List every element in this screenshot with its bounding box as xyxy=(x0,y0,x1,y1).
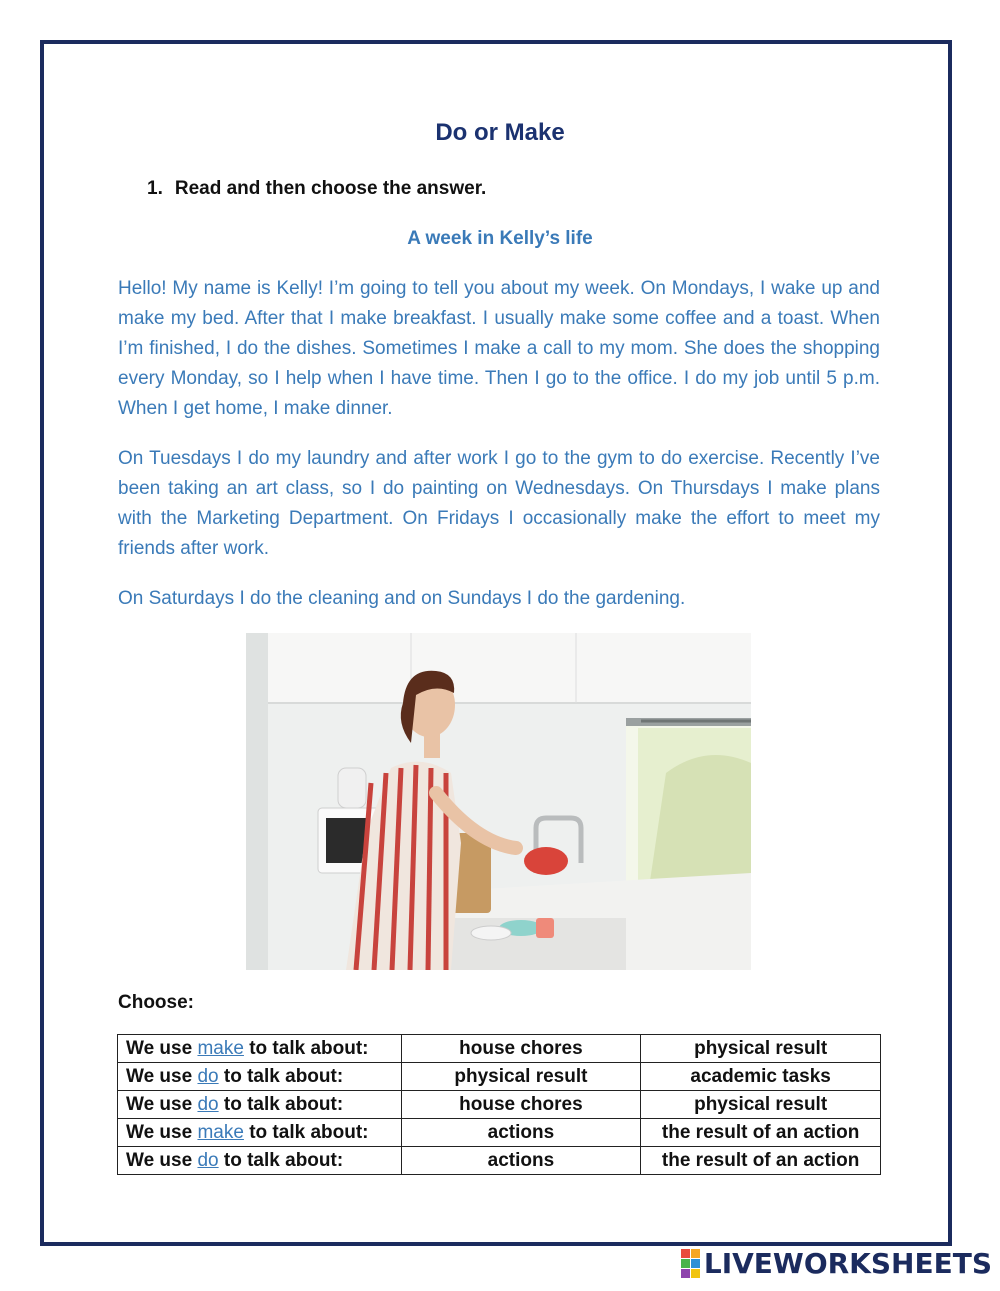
prompt-prefix: We use xyxy=(126,1094,193,1115)
verb-link[interactable]: make xyxy=(197,1122,244,1143)
instruction-text: Read and then choose the answer. xyxy=(174,178,487,199)
prompt-suffix: to talk about: xyxy=(223,1094,344,1115)
answer-table xyxy=(117,1034,881,1175)
verb-link[interactable]: do xyxy=(197,1094,219,1115)
option-a[interactable]: house chores xyxy=(401,1035,641,1063)
story-paragraph: Hello! My name is Kelly! I’m going to tell you about my week. On Mondays, I wake up and make my bed. After that I make breakfast. I usually make some coffee and a toast. When I’m finished, I do the dishes. Sometimes I make a call to my mom. She does the shopping every Monday, so I help when I have time. Then I go to the office. I do my job until 5 p.m. When I get home, I make dinner. xyxy=(118,278,880,419)
option-b[interactable]: the result of an action xyxy=(641,1147,881,1175)
option-b[interactable]: physical result xyxy=(641,1091,881,1119)
instruction-number: 1. xyxy=(147,178,163,199)
option-a[interactable]: house chores xyxy=(401,1091,641,1119)
prompt-suffix: to talk about: xyxy=(223,1150,344,1171)
table-row xyxy=(118,1091,881,1119)
page-title: Do or Make xyxy=(435,119,565,146)
prompt-prefix: We use xyxy=(126,1150,193,1171)
row-prompt xyxy=(118,1063,402,1091)
row-prompt xyxy=(118,1091,402,1119)
story-title: A week in Kelly’s life xyxy=(407,228,593,249)
logo-blocks-icon xyxy=(681,1249,700,1278)
prompt-prefix: We use xyxy=(126,1122,193,1143)
table-row xyxy=(118,1119,881,1147)
table-row xyxy=(118,1063,881,1091)
verb-link[interactable]: make xyxy=(197,1038,244,1059)
liveworksheets-logo xyxy=(681,1246,992,1280)
table-row xyxy=(118,1147,881,1175)
verb-link[interactable]: do xyxy=(197,1150,219,1171)
prompt-prefix: We use xyxy=(126,1066,193,1087)
option-a[interactable]: actions xyxy=(401,1147,641,1175)
table-row xyxy=(118,1035,881,1063)
verb-link[interactable]: do xyxy=(197,1066,219,1087)
brand-name: LIVEWORKSHEETS xyxy=(703,1246,992,1280)
prompt-suffix: to talk about: xyxy=(249,1122,369,1143)
option-b[interactable]: academic tasks xyxy=(641,1063,881,1091)
choose-label: Choose: xyxy=(118,992,194,1013)
prompt-suffix: to talk about: xyxy=(249,1038,369,1059)
option-a[interactable]: physical result xyxy=(401,1063,641,1091)
row-prompt xyxy=(118,1035,402,1063)
kitchen-photo xyxy=(246,633,751,970)
option-a[interactable]: actions xyxy=(401,1119,641,1147)
story-paragraph: On Tuesdays I do my laundry and after work I go to the gym to do exercise. Recently I’ve been taking an art class, so I do painting on Wednesdays. On Thursdays I make plans with the Marketing Department. On Fridays I occasionally make the effort to meet my friends after work. xyxy=(118,448,880,559)
prompt-suffix: to talk about: xyxy=(223,1066,344,1087)
row-prompt xyxy=(118,1147,402,1175)
row-prompt xyxy=(118,1119,402,1147)
option-b[interactable]: the result of an action xyxy=(641,1119,881,1147)
story-paragraph: On Saturdays I do the cleaning and on Sundays I do the gardening. xyxy=(118,588,686,609)
prompt-prefix: We use xyxy=(126,1038,193,1059)
option-b[interactable]: physical result xyxy=(641,1035,881,1063)
instruction xyxy=(147,178,486,200)
